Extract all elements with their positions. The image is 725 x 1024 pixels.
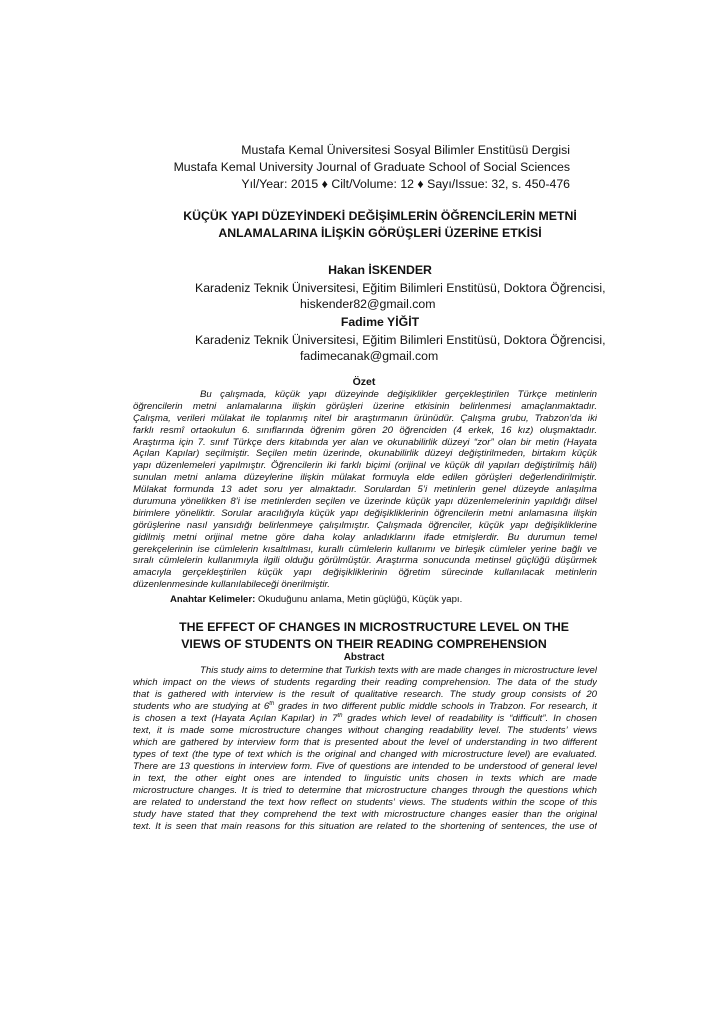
journal-issue-info: Yıl/Year: 2015 ♦ Cilt/Volume: 12 ♦ Sayı/Issue: 32, s. 450-476 (241, 177, 570, 191)
abstract-line: study have stated that they comprehend the text with microstructure changes easier than the original (133, 809, 597, 820)
title-tr-line1: KÜÇÜK YAPI DÜZEYİNDEKİ DEĞİŞİMLERİN ÖĞRENCİLERİN METNİ (183, 209, 577, 223)
author-email[interactable]: hiskender82@gmail.com (300, 297, 436, 311)
ozet-line: görüşlerine nasıl yansıdığı belirlenmeye çalışılmıştır. Çalışmada öğrenciler, küçük yapı değişikliklerine (133, 519, 597, 531)
abstract-line: which impact on the views of students regarding their reading comprehension. The data of the study (133, 677, 597, 688)
journal-name-en: Mustafa Kemal University Journal of Graduate School of Social Sciences (173, 160, 570, 174)
abstract-line: which are gathered by interview form that is presented about the level of understanding in two different (133, 737, 597, 748)
superscript: th (337, 713, 343, 719)
ozet-line: farklı resmî ortaokulun 6. sınıflarında öğrenim gören 20 öğrenciden (4 erkek, 16 kız) oluşmaktadır. (133, 424, 597, 436)
abstract-line: in text, the other eight ones are intended to linguistic units chosen in texts which are made (133, 773, 597, 784)
author-affiliation: Karadeniz Teknik Üniversitesi, Eğitim Bilimleri Enstitüsü, Doktora Öğrencisi, (195, 333, 606, 347)
abstract-heading: Abstract (343, 652, 385, 663)
author-name: Fadime YİĞİT (340, 315, 420, 329)
ozet-line: durumuna yönelikken 8’i ise metinlerden seçilen ve üzerinde küçük yapı düzenlemelerinin yapıldığı dilsel (133, 496, 597, 508)
author-email[interactable]: fadimecanak@gmail.com (300, 349, 439, 363)
ozet-heading: Özet (352, 376, 376, 388)
ozet-line: birimlere yöneliktir. Sorular aracılığıyla küçük yapı değişikliklerinin öğrencilerin metni anlamasına ilişkin (133, 507, 597, 519)
ozet-line: Bu çalışmada, küçük yapı düzeyinde değişiklikler gerçekleştirilen Türkçe metinlerin (200, 389, 597, 400)
title-en-line1: THE EFFECT OF CHANGES IN MICROSTRUCTURE LEVEL ON THE (179, 620, 569, 634)
ozet-paragraph (133, 389, 597, 591)
title-en-line2: VIEWS OF STUDENTS ON THEIR READING COMPREHENSION (181, 637, 547, 651)
text: grades which level of readability is “difficult”. In chosen (342, 713, 597, 724)
keywords-text: Okuduğunu anlama, Metin güçlüğü, Küçük yapı. (255, 594, 463, 605)
abstract-line (133, 701, 597, 713)
superscript: th (269, 701, 275, 707)
text: is chosen a text (Hayata Açılan Kapılar) in 7 (133, 713, 338, 724)
journal-name-tr: Mustafa Kemal Üniversitesi Sosyal Bilimler Enstitüsü Dergisi (241, 143, 570, 157)
ozet-line: Araştırma için 7. sınıf Türkçe ders kitabında yer alan ve okunabilirlik düzeyi “zor” olan bir metin (Hayata (133, 436, 597, 448)
keywords-label: Anahtar Kelimeler: (170, 594, 256, 605)
ozet-line: Çalışma, verileri mülakat ile toplanmış nitel bir araştırmanın ürünüdür. Çalışma grubu, Trabzon’da iki (133, 412, 597, 424)
ozet-line: Mülakat formunda 13 adet soru yer almaktadır. Sorulardan 5’i metinlerin genel düzeyde anlaşılma (133, 484, 597, 496)
ozet-line: sunulan metni anlama düzeylerine ilişkin mülakat formuyla elde edilen görüşleri değerlendirilmiştir. (133, 472, 597, 484)
ozet-line: gerekçelerinin ise cümlelerin kısaltılması, kurallı cümlelerin kullanımı ve birleşik cümleler yerine bağlı ve (133, 543, 597, 555)
ozet-line: gidilmiş metni orijinal metne göre daha kolay anladıklarını ifade etmişlerdir. Bu durumun temel (133, 531, 597, 543)
keywords (170, 594, 462, 606)
ozet-line: amacıyla gerçekleştirilen küçük yapı değişikliklerinin öğretim sürecinde kullanılacak metinlerin (133, 567, 597, 579)
abstract-paragraph (133, 665, 597, 833)
abstract-line: types of text (the type of text which is the original and changed with microstructure level) are evaluated. (133, 749, 597, 760)
text: grades in two different public middle schools in Trabzon. For research, it (274, 701, 597, 712)
abstract-line: text, it is made some microstructure changes without changing readability level. The students’ views (133, 725, 597, 736)
abstract-line (133, 713, 597, 725)
ozet-line: Açılan Kapılar) seçilmiştir. Seçilen metin üzerinde, okunabilirlik düzeyi değiştirilmeden, birtakım küçük (133, 448, 597, 460)
ozet-line: düzenlenmesinde kullanılabileceği önerilmiştir. (133, 579, 330, 591)
ozet-line: yapı düzenlemeleri yapılmıştır. Öğrencilerin iki farklı biçimi (orijinal ve küçük dil yapıları değiştirilmiş hâli) (133, 460, 597, 472)
abstract-line: This study aims to determine that Turkish texts with are made changes in microstructure level (200, 665, 597, 676)
abstract-line: microstructure changes. It is tried to determine that microstructure changes through the questions which (133, 785, 597, 796)
title-tr-line2: ANLAMALARINA İLİŞKİN GÖRÜŞLERİ ÜZERİNE ETKİSİ (218, 226, 542, 240)
abstract-line: There are 13 questions in interview form. Five of questions are intended to be understood of general level (133, 761, 597, 772)
author-affiliation: Karadeniz Teknik Üniversitesi, Eğitim Bilimleri Enstitüsü, Doktora Öğrencisi, (195, 281, 606, 295)
ozet-line: öğrencilerin metni anlamalarına ilişkin görüşleri üzerine etkisinin belirlenmesi amaçlanmaktadır. (133, 400, 597, 412)
text: students who are studying at 6 (133, 701, 270, 712)
abstract-line: text. It is seen that main reasons for this situation are related to the shortening of sentences, the use of (133, 821, 597, 832)
abstract-line: are related to understand the text how reflect on students’ views. The students within the scope of this (133, 797, 597, 808)
author-name: Hakan İSKENDER (328, 263, 432, 277)
ozet-line: sıralı cümlelerin kullanımıyla ilgili olduğu görülmüştür. Araştırma sonucunda metinsel güçlüğü düşürmek (133, 555, 597, 567)
abstract-line: that is gathered with interview is the result of qualitative research. The study group consists of 20 (133, 689, 597, 700)
